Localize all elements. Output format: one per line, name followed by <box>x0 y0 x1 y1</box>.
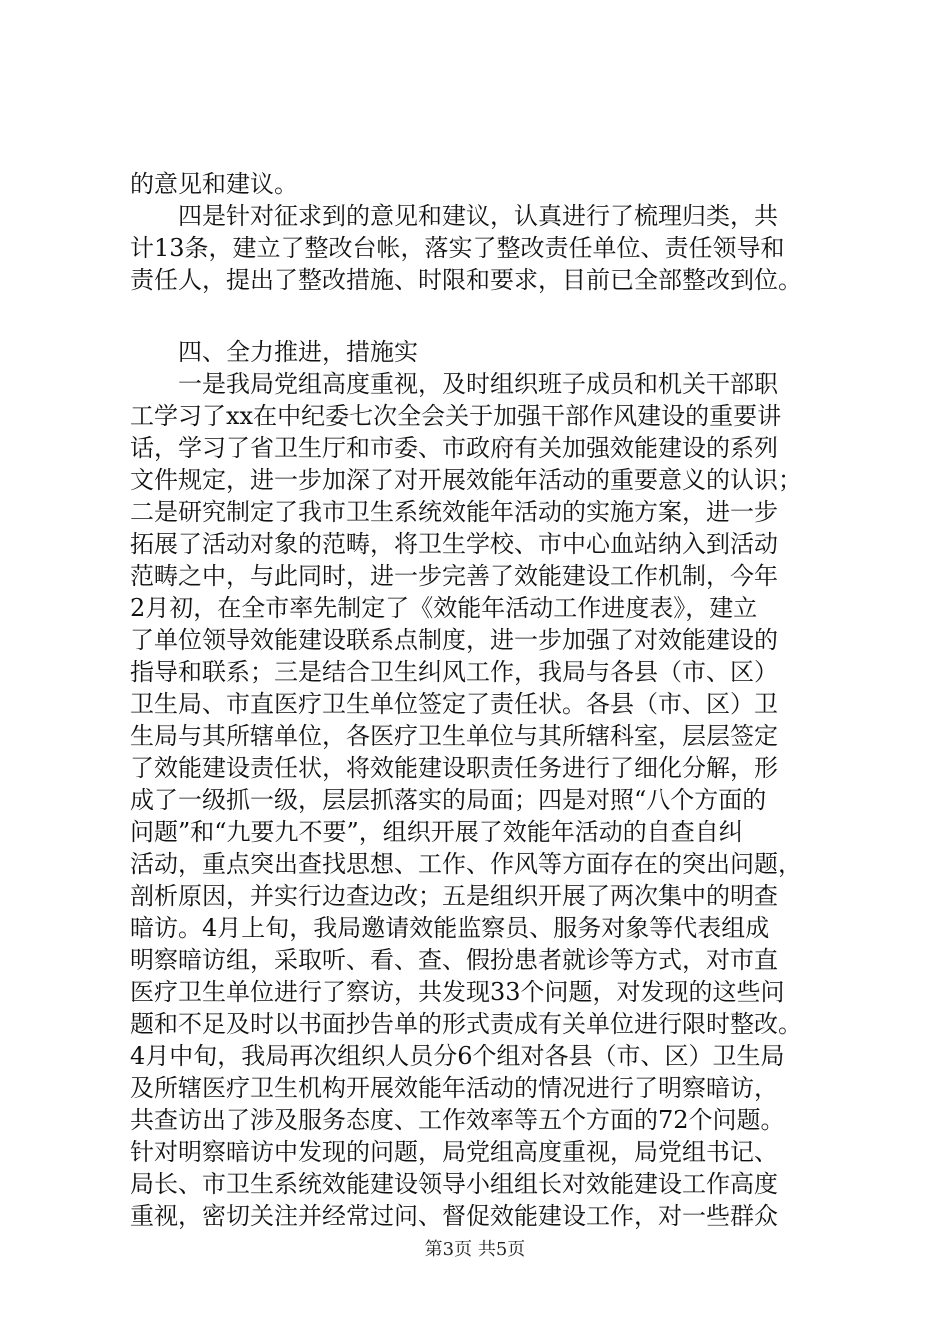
text-line: 共查访出了涉及服务态度、工作效率等五个方面的72个问题。 <box>130 1106 785 1134</box>
text-line: 问题”和“九要九不要”，组织开展了效能年活动的自查自纠 <box>130 818 743 846</box>
text-line: 拓展了活动对象的范畴，将卫生学校、市中心血站纳入到活动 <box>130 530 778 558</box>
text-line: 暗访。4月上旬，我局邀请效能监察员、服务对象等代表组成 <box>130 914 770 942</box>
text-line: 医疗卫生单位进行了察访，共发现33个问题，对发现的这些问 <box>130 978 785 1006</box>
text-line: 四是针对征求到的意见和建议，认真进行了梳理归类，共 <box>130 202 778 230</box>
text-line: 工学习了xx在中纪委七次全会关于加强干部作风建设的重要讲 <box>130 402 782 430</box>
text-line: 卫生局、市直医疗卫生单位签定了责任状。各县（市、区）卫 <box>130 690 778 718</box>
text-line: 生局与其所辖单位，各医疗卫生单位与其所辖科室，层层签定 <box>130 722 778 750</box>
text-line: 活动，重点突出查找思想、工作、作风等方面存在的突出问题， <box>130 850 802 878</box>
section-heading: 四、全力推进，措施实 <box>130 338 418 366</box>
text-line: 话，学习了省卫生厅和市委、市政府有关加强效能建设的系列 <box>130 434 778 462</box>
text-line: 责任人，提出了整改措施、时限和要求，目前已全部整改到位。 <box>130 266 802 294</box>
page-number: 第3页 共5页 <box>424 1239 526 1260</box>
text-line: 针对明察暗访中发现的问题，局党组高度重视，局党组书记、 <box>130 1138 778 1166</box>
paragraph-gap <box>130 296 850 336</box>
text-line: 计13条，建立了整改台帐，落实了整改责任单位、责任领导和 <box>130 234 785 262</box>
text-line: 了效能建设责任状，将效能建设职责任务进行了细化分解，形 <box>130 754 778 782</box>
text-line: 4月中旬，我局再次组织人员分6个组对各县（市、区）卫生局 <box>130 1042 785 1070</box>
text-line: 局长、市卫生系统效能建设领导小组组长对效能建设工作高度 <box>130 1170 778 1198</box>
text-line: 题和不足及时以书面抄告单的形式责成有关单位进行限时整改。 <box>130 1010 802 1038</box>
text-line: 剖析原因，并实行边查边改；五是组织开展了两次集中的明查 <box>130 882 778 910</box>
text-line: 成了一级抓一级，层层抓落实的局面；四是对照“八个方面的 <box>130 786 767 814</box>
text-line: 的意见和建议。 <box>130 170 298 198</box>
text-line: 重视，密切关注并经常过问、督促效能建设工作，对一些群众 <box>130 1202 778 1230</box>
text-line: 及所辖医疗卫生机构开展效能年活动的情况进行了明察暗访， <box>130 1074 778 1102</box>
text-line: 2月初，在全市率先制定了《效能年活动工作进度表》，建立 <box>130 594 758 622</box>
text-line: 指导和联系；三是结合卫生纠风工作，我局与各县（市、区） <box>130 658 778 686</box>
text-line: 了单位领导效能建设联系点制度，进一步加强了对效能建设的 <box>130 626 778 654</box>
text-line: 二是研究制定了我市卫生系统效能年活动的实施方案，进一步 <box>130 498 778 526</box>
text-line: 文件规定，进一步加深了对开展效能年活动的重要意义的认识； <box>130 466 802 494</box>
text-line: 一是我局党组高度重视，及时组织班子成员和机关干部职 <box>130 370 778 398</box>
document-body <box>130 168 850 1232</box>
text-line: 明察暗访组，采取听、看、查、假扮患者就诊等方式，对市直 <box>130 946 778 974</box>
text-line: 范畴之中，与此同时，进一步完善了效能建设工作机制，今年 <box>130 562 778 590</box>
